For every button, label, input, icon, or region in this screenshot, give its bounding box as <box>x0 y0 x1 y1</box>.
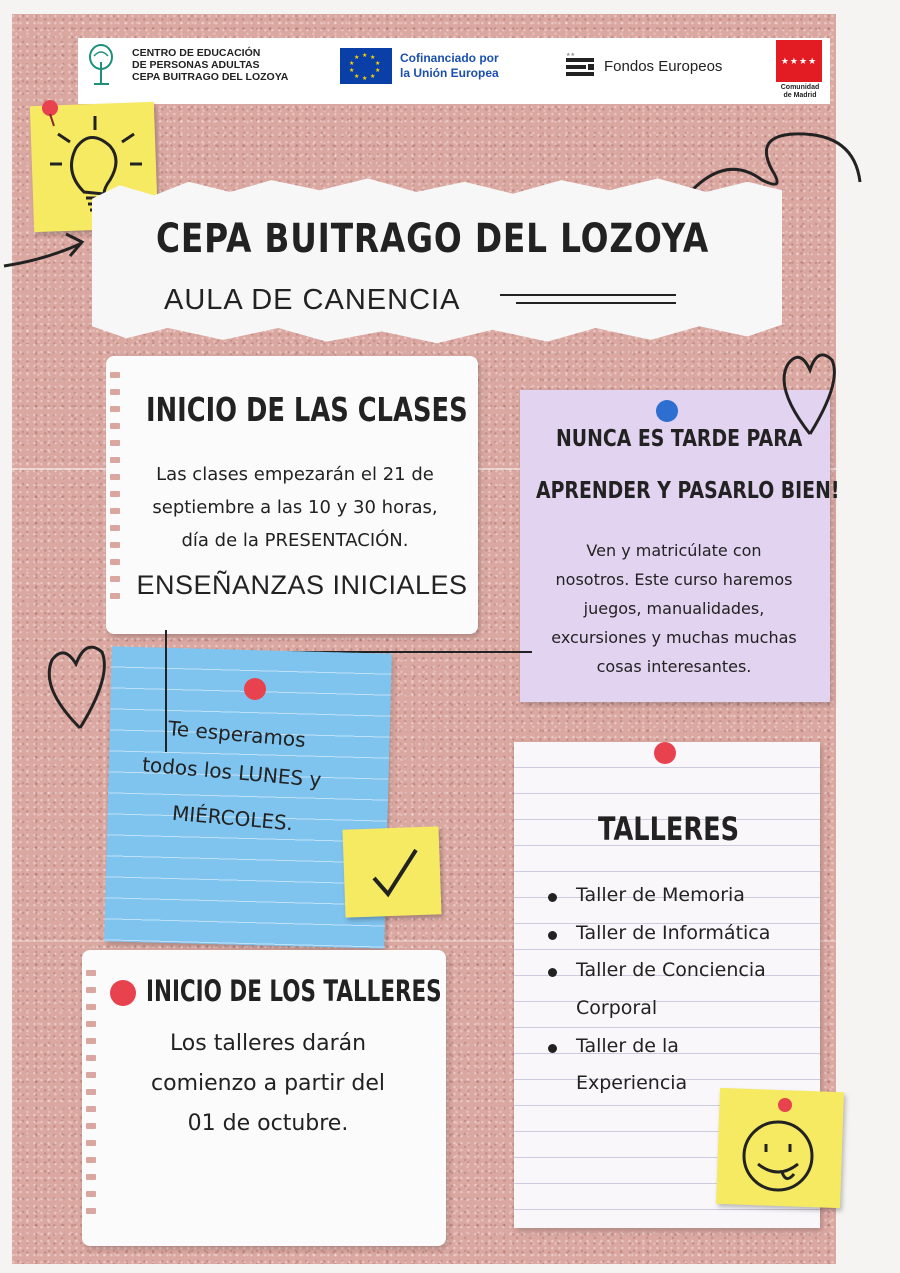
talleres-item: Taller de la <box>576 1035 679 1057</box>
talleres-item-continued: Corporal <box>576 997 658 1019</box>
fondos-europeos-mark-icon <box>564 52 596 80</box>
nunca-heading-line-1: NUNCA ES TARDE PARA <box>556 426 803 452</box>
page-subtitle: AULA DE CANENCIA <box>164 284 461 316</box>
clases-text: Las clases empezarán el 21 de septiembre a las 10 y 30 horas, día de la PRESENTACIÓN. <box>152 464 438 551</box>
list-bullet <box>548 893 557 902</box>
esperamos-line-2: todos los LUNES y <box>141 752 323 792</box>
push-pin-icon <box>654 742 676 764</box>
list-bullet <box>548 931 557 940</box>
nunca-text: Ven y matricúlate con nosotros. Este curso haremos juegos, manualidades, excursiones y muchas muchas cosas interesantes. <box>551 541 797 676</box>
talleres-item: Taller de Informática <box>576 922 771 944</box>
fondos-europeos-text: Fondos Europeos <box>604 58 723 75</box>
push-pin-icon <box>656 400 678 422</box>
smiley-tongue-icon <box>736 1114 820 1198</box>
talleres-item: Taller de Conciencia <box>576 959 766 981</box>
inicio-talleres-text: Los talleres darán comienzo a partir del 01 de octubre. <box>151 1031 385 1136</box>
cepa-tree-logo-icon <box>84 42 124 90</box>
talleres-heading: TALLERES <box>598 810 740 848</box>
push-pin-icon <box>110 980 136 1006</box>
comunidad-madrid-flag-icon: ★★★★ <box>776 40 822 82</box>
push-pin-icon <box>244 678 266 700</box>
talleres-item: Taller de Memoria <box>576 884 745 906</box>
talleres-item-continued: Experiencia <box>576 1072 688 1094</box>
heart-doodle-icon <box>776 344 842 440</box>
arrow-doodle-icon <box>0 220 90 280</box>
cepa-logo-text: CENTRO DE EDUCACIÓN DE PERSONAS ADULTAS CEPA BUITRAGO DEL LOZOYA <box>132 47 289 83</box>
eu-cofinanciado-text: Cofinanciado por la Unión Europea <box>400 51 499 80</box>
comunidad-madrid-text: Comunidad de Madrid <box>780 84 820 99</box>
ensenanzas-iniciales-label: ENSEÑANZAS INICIALES <box>136 570 468 600</box>
esperamos-line-1: Te esperamos <box>167 716 307 752</box>
list-bullet <box>548 1044 557 1053</box>
push-pin-icon <box>778 1098 792 1112</box>
list-bullet <box>548 968 557 977</box>
svg-text:★★: ★★ <box>566 52 575 58</box>
checkmark-icon <box>360 838 430 908</box>
header-logos-bar <box>78 38 830 104</box>
clases-heading: INICIO DE LAS CLASES <box>146 390 468 429</box>
page-title: CEPA BUITRAGO DEL LOZOYA <box>156 216 710 262</box>
subtitle-underline <box>516 302 676 304</box>
esperamos-line-3: MIÉRCOLES. <box>171 800 295 836</box>
inicio-talleres-heading: INICIO DE LOS TALLERES <box>146 974 442 1008</box>
nunca-heading-line-2: APRENDER Y PASARLO BIEN! <box>536 478 840 504</box>
subtitle-underline <box>500 294 676 296</box>
heart-doodle-icon <box>40 634 114 734</box>
eu-flag-icon: ★ ★ ★ ★ ★ ★ ★ ★ ★ ★ <box>340 48 392 84</box>
